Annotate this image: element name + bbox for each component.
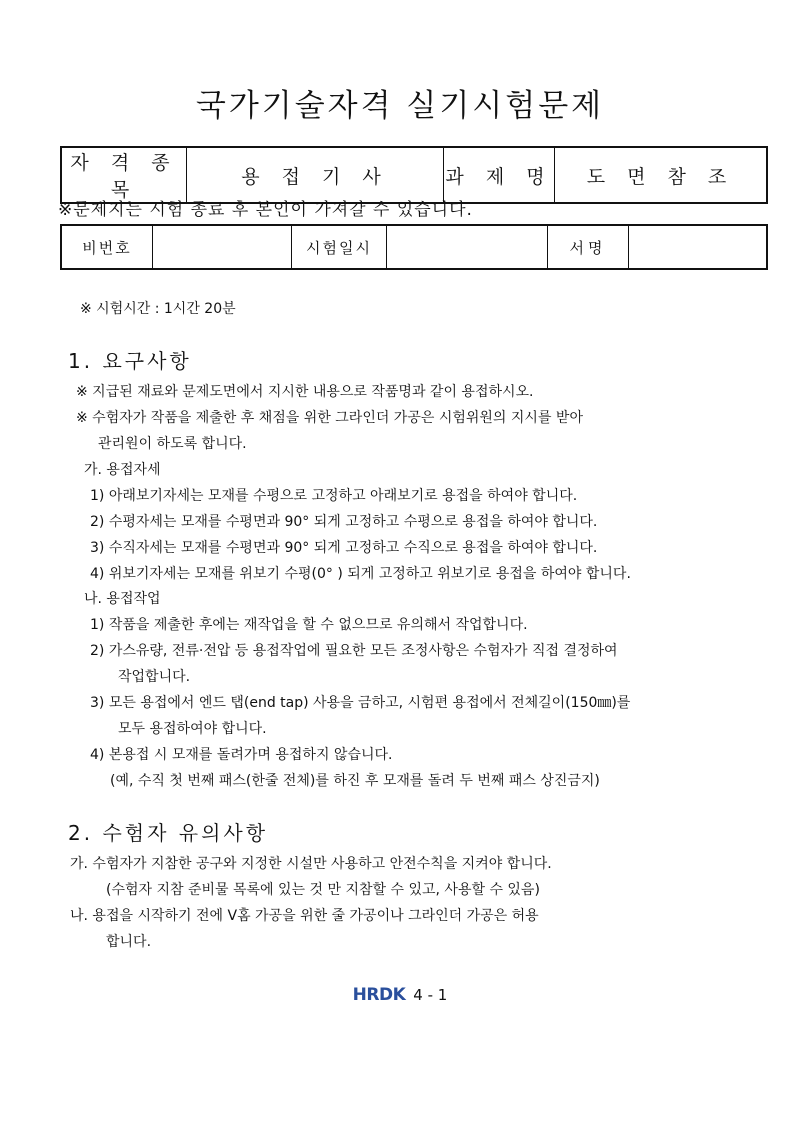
list-item: 1) 작품을 제출한 후에는 재작업을 할 수 없으므로 유의해서 작업합니다. (90, 617, 528, 633)
list-item: ※ 지급된 재료와 문제도면에서 지시한 내용으로 작품명과 같이 용접하시오. (76, 384, 534, 400)
list-item: (수험자 지참 준비물 목록에 있는 것 만 지참할 수 있고, 사용할 수 있음) (106, 882, 540, 898)
task-name-value: 도 면 참 조 (555, 147, 768, 203)
section-2-heading: 2. 수험자 유의사항 (68, 821, 269, 845)
hrdk-logo: HRDK (352, 985, 406, 1005)
list-item: (예, 수직 첫 번째 패스(한줄 전체)를 하진 후 모재를 돌려 두 번째 패스 상진금지) (110, 773, 600, 789)
subsection-heading: 가. 용접자세 (84, 462, 161, 478)
list-item: 4) 본용접 시 모재를 돌려가며 용접하지 않습니다. (90, 747, 393, 763)
page-title: 국가기술자격 실기시험문제 (195, 88, 605, 124)
candidate-number-field[interactable] (153, 225, 292, 269)
exam-date-label: 시험일시 (292, 225, 387, 269)
signature-label: 서명 (548, 225, 629, 269)
list-item: 2) 가스유량, 전류·전압 등 용접작업에 필요한 모든 조정사항은 수험자가 직접 결정하여 (90, 643, 618, 659)
qualification-type-label: 자 격 종 목 (61, 147, 187, 203)
list-item: 나. 용접을 시작하기 전에 V홈 가공을 위한 줄 가공이나 그라인더 가공은 허용 (70, 908, 539, 924)
list-item: 3) 모든 용접에서 엔드 탭(end tap) 사용을 금하고, 시험편 용접에서 전체길이(150㎜)를 (90, 695, 631, 711)
section-1-heading: 1. 요구사항 (68, 349, 192, 373)
signature-field[interactable] (629, 225, 768, 269)
page-number: 4 - 1 (413, 986, 448, 1004)
list-item: 작업합니다. (118, 669, 191, 685)
list-item: 합니다. (106, 934, 152, 950)
list-item: ※ 수험자가 작품을 제출한 후 채점을 위한 그라인더 가공은 시험위원의 지시를 받아 (76, 410, 583, 426)
list-item: 관리원이 하도록 합니다. (98, 436, 247, 452)
notice-text: ※문제지는 시험 종료 후 본인이 가져갈 수 있습니다. (58, 200, 473, 220)
qualification-type-value: 용 접 기 사 (187, 147, 444, 203)
list-item: 1) 아래보기자세는 모재를 수평으로 고정하고 아래보기로 용접을 하여야 합니다. (90, 488, 578, 504)
page-footer (0, 985, 800, 1005)
list-item: 4) 위보기자세는 모재를 위보기 수평(0° ) 되게 고정하고 위보기로 용접을 하여야 합니다. (90, 566, 631, 582)
subsection-heading: 나. 용접작업 (84, 591, 161, 607)
candidate-number-label: 비번호 (61, 225, 153, 269)
list-item: 가. 수험자가 지참한 공구와 지정한 시설만 사용하고 안전수칙을 지켜야 합니다. (70, 856, 552, 872)
list-item: 모두 용접하여야 합니다. (118, 721, 267, 737)
list-item: 2) 수평자세는 모재를 수평면과 90° 되게 고정하고 수평으로 용접을 하여야 합니다. (90, 514, 598, 530)
task-name-label: 과 제 명 (444, 147, 555, 203)
exam-date-field[interactable] (387, 225, 548, 269)
list-item: 3) 수직자세는 모재를 수평면과 90° 되게 고정하고 수직으로 용접을 하여야 합니다. (90, 540, 598, 556)
sign-table (60, 224, 768, 270)
exam-time: ※ 시험시간 : 1시간 20분 (80, 301, 236, 317)
